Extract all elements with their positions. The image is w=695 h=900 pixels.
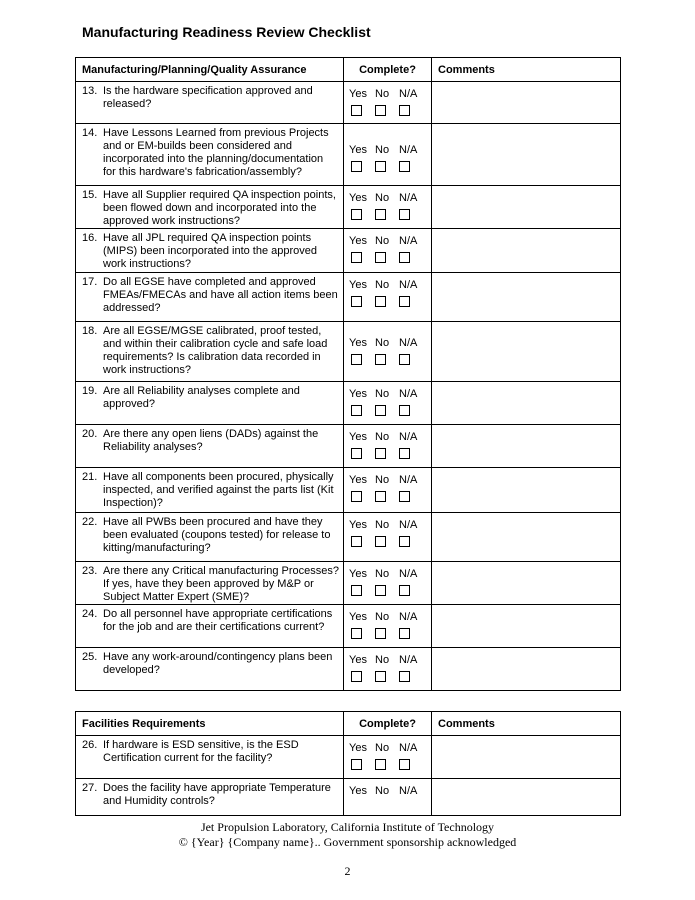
na-checkbox[interactable] (399, 161, 410, 172)
na-checkbox[interactable] (399, 759, 410, 770)
yes-label: Yes (349, 568, 367, 580)
comments-cell[interactable] (432, 562, 621, 605)
no-label: No (375, 192, 390, 204)
complete-cell (344, 425, 432, 468)
yes-label: Yes (349, 144, 367, 156)
comments-cell[interactable] (432, 273, 621, 322)
footer-copyright: © {Year} {Company name}.. Government sponsorship acknowledged (178, 835, 517, 849)
question-cell (76, 382, 344, 425)
no-label: No (375, 654, 390, 666)
question-text: Is the hardware specification approved and released? (103, 85, 313, 110)
yes-checkbox[interactable] (351, 491, 362, 502)
table-header-row (76, 58, 621, 82)
yes-checkbox[interactable] (351, 448, 362, 459)
question-number: 24. (82, 608, 98, 620)
comments-cell[interactable] (432, 513, 621, 562)
no-checkbox[interactable] (375, 448, 386, 459)
no-checkbox[interactable] (375, 628, 386, 639)
na-label: N/A (399, 144, 418, 156)
question-text: Have any work-around/contingency plans been developed? (103, 651, 333, 676)
question-cell (76, 562, 344, 605)
yes-checkbox[interactable] (351, 161, 362, 172)
complete-cell (344, 124, 432, 186)
question-cell (76, 124, 344, 186)
no-checkbox[interactable] (375, 759, 386, 770)
comments-cell[interactable] (432, 186, 621, 229)
question-cell (76, 82, 344, 124)
no-checkbox[interactable] (375, 536, 386, 547)
yes-label: Yes (349, 519, 367, 531)
yes-checkbox[interactable] (351, 759, 362, 770)
na-checkbox[interactable] (399, 405, 410, 416)
complete-cell (344, 229, 432, 273)
complete-cell (344, 322, 432, 382)
table-row (76, 124, 621, 186)
na-checkbox[interactable] (399, 448, 410, 459)
question-text: If hardware is ESD sensitive, is the ESD Certification current for the facility? (103, 739, 299, 764)
question-text: Does the facility have appropriate Temperature and Humidity controls? (103, 782, 331, 807)
yes-label: Yes (349, 431, 367, 443)
footer-institution: Jet Propulsion Laboratory, California Institute of Technology (200, 820, 495, 834)
comments-cell[interactable] (432, 124, 621, 186)
question-cell (76, 468, 344, 513)
no-label: No (375, 235, 390, 247)
na-checkbox[interactable] (399, 209, 410, 220)
na-checkbox[interactable] (399, 354, 410, 365)
no-checkbox[interactable] (375, 354, 386, 365)
question-number: 16. (82, 232, 98, 244)
na-label: N/A (399, 785, 418, 797)
question-number: 18. (82, 325, 98, 337)
complete-cell (344, 648, 432, 691)
complete-cell (344, 382, 432, 425)
question-cell (76, 779, 344, 816)
no-label: No (375, 611, 390, 623)
table-row (76, 229, 621, 273)
comments-cell[interactable] (432, 648, 621, 691)
question-number: 23. (82, 565, 98, 577)
complete-cell (344, 605, 432, 648)
question-cell (76, 648, 344, 691)
yes-checkbox[interactable] (351, 628, 362, 639)
na-checkbox[interactable] (399, 585, 410, 596)
complete-cell (344, 82, 432, 124)
na-checkbox[interactable] (399, 252, 410, 263)
comments-header: Comments (432, 712, 621, 736)
na-label: N/A (399, 388, 418, 400)
yes-label: Yes (349, 474, 367, 486)
no-label: No (375, 742, 390, 754)
yes-checkbox[interactable] (351, 354, 362, 365)
question-cell (76, 273, 344, 322)
yes-checkbox[interactable] (351, 405, 362, 416)
question-text: Do all EGSE have completed and approved FMEAs/FMECAs and have all action items been addressed? (103, 276, 338, 314)
na-label: N/A (399, 742, 418, 754)
yes-label: Yes (349, 742, 367, 754)
table-row (76, 605, 621, 648)
no-label: No (375, 519, 390, 531)
table-row (76, 779, 621, 816)
question-text: Are all EGSE/MGSE calibrated, proof tested, and within their calibration cycle and safe load requirements? Is calibration data recorded in work instructions? (103, 325, 328, 376)
complete-cell (344, 736, 432, 779)
no-label: No (375, 144, 390, 156)
question-text: Have Lessons Learned from previous Projects and or EM-builds been considered and incorporated into the planning/documentation for this hardware's fabrication/assembly? (103, 127, 329, 178)
na-label: N/A (399, 474, 418, 486)
question-number: 17. (82, 276, 98, 288)
table-row (76, 82, 621, 124)
complete-header: Complete? (344, 712, 432, 736)
yes-checkbox[interactable] (351, 105, 362, 116)
na-label: N/A (399, 337, 418, 349)
na-checkbox[interactable] (399, 296, 410, 307)
question-cell (76, 229, 344, 273)
section-header: Facilities Requirements (76, 712, 344, 736)
table-row (76, 562, 621, 605)
table-header-row (76, 712, 621, 736)
complete-cell (344, 779, 432, 816)
question-number: 22. (82, 516, 98, 528)
question-cell (76, 425, 344, 468)
complete-header: Complete? (344, 58, 432, 82)
table-row (76, 322, 621, 382)
question-text: Are there any Critical manufacturing Processes? If yes, have they been approved by M&P or Subject Matter Expert (SME)? (103, 565, 339, 603)
yes-checkbox[interactable] (351, 296, 362, 307)
question-cell (76, 736, 344, 779)
question-text: Do all personnel have appropriate certifications for the job and are their certifications current? (103, 608, 333, 633)
na-label: N/A (399, 279, 418, 291)
comments-cell[interactable] (432, 229, 621, 273)
no-checkbox[interactable] (375, 671, 386, 682)
question-number: 19. (82, 385, 98, 397)
yes-label: Yes (349, 785, 367, 797)
table-row (76, 468, 621, 513)
yes-checkbox[interactable] (351, 536, 362, 547)
yes-label: Yes (349, 235, 367, 247)
question-cell (76, 186, 344, 229)
no-label: No (375, 785, 390, 797)
yes-label: Yes (349, 192, 367, 204)
question-number: 13. (82, 85, 98, 97)
question-cell (76, 605, 344, 648)
table-row (76, 273, 621, 322)
na-checkbox[interactable] (399, 491, 410, 502)
comments-header: Comments (432, 58, 621, 82)
no-checkbox[interactable] (375, 252, 386, 263)
table-row (76, 648, 621, 691)
comments-cell[interactable] (432, 82, 621, 124)
table-row (76, 382, 621, 425)
comments-cell[interactable] (432, 425, 621, 468)
no-label: No (375, 431, 390, 443)
question-number: 27. (82, 782, 98, 794)
na-label: N/A (399, 568, 418, 580)
na-label: N/A (399, 611, 418, 623)
document-title: Manufacturing Readiness Review Checklist (82, 24, 371, 40)
yes-checkbox[interactable] (351, 209, 362, 220)
yes-label: Yes (349, 88, 367, 100)
no-label: No (375, 388, 390, 400)
na-label: N/A (399, 654, 418, 666)
section-header: Manufacturing/Planning/Quality Assurance (76, 58, 344, 82)
yes-checkbox[interactable] (351, 585, 362, 596)
table-row (76, 186, 621, 229)
question-text: Are there any open liens (DADs) against the Reliability analyses? (103, 428, 319, 453)
complete-cell (344, 468, 432, 513)
no-checkbox[interactable] (375, 405, 386, 416)
no-label: No (375, 337, 390, 349)
no-checkbox[interactable] (375, 161, 386, 172)
question-number: 26. (82, 739, 98, 751)
question-number: 21. (82, 471, 98, 483)
yes-checkbox[interactable] (351, 252, 362, 263)
table-row (76, 425, 621, 468)
no-label: No (375, 88, 390, 100)
comments-cell[interactable] (432, 382, 621, 425)
na-checkbox[interactable] (399, 105, 410, 116)
comments-cell[interactable] (432, 468, 621, 513)
no-checkbox[interactable] (375, 296, 386, 307)
question-number: 15. (82, 189, 98, 201)
na-checkbox[interactable] (399, 628, 410, 639)
complete-cell (344, 186, 432, 229)
yes-label: Yes (349, 654, 367, 666)
question-cell (76, 322, 344, 382)
na-label: N/A (399, 519, 418, 531)
na-checkbox[interactable] (399, 671, 410, 682)
question-text: Have all Supplier required QA inspection points, been flowed down and incorporated into the approved work instructions? (103, 189, 336, 227)
comments-cell[interactable] (432, 779, 621, 816)
table-row (76, 513, 621, 562)
yes-label: Yes (349, 611, 367, 623)
question-text: Are all Reliability analyses complete and approved? (103, 385, 300, 410)
na-label: N/A (399, 235, 418, 247)
question-number: 14. (82, 127, 98, 139)
comments-cell[interactable] (432, 322, 621, 382)
complete-cell (344, 562, 432, 605)
no-checkbox[interactable] (375, 585, 386, 596)
yes-label: Yes (349, 388, 367, 400)
page-number: 2 (344, 864, 351, 878)
no-label: No (375, 279, 390, 291)
na-label: N/A (399, 88, 418, 100)
yes-checkbox[interactable] (351, 671, 362, 682)
question-text: Have all JPL required QA inspection points (MIPS) been incorporated into the approved work instructions? (103, 232, 318, 270)
no-label: No (375, 474, 390, 486)
question-text: Have all PWBs been procured and have they been evaluated (coupons tested) for release to kitting/manufacturing? (103, 516, 331, 554)
checklist-table-manufacturing (75, 57, 621, 691)
comments-cell[interactable] (432, 736, 621, 779)
question-number: 25. (82, 651, 98, 663)
yes-label: Yes (349, 337, 367, 349)
yes-label: Yes (349, 279, 367, 291)
na-label: N/A (399, 192, 418, 204)
na-checkbox[interactable] (399, 536, 410, 547)
question-cell (76, 513, 344, 562)
no-checkbox[interactable] (375, 491, 386, 502)
question-number: 20. (82, 428, 98, 440)
no-checkbox[interactable] (375, 209, 386, 220)
no-checkbox[interactable] (375, 105, 386, 116)
checklist-table-facilities (75, 711, 621, 816)
comments-cell[interactable] (432, 605, 621, 648)
table-row (76, 736, 621, 779)
complete-cell (344, 273, 432, 322)
no-label: No (375, 568, 390, 580)
na-label: N/A (399, 431, 418, 443)
complete-cell (344, 513, 432, 562)
question-text: Have all components been procured, physically inspected, and verified against the parts list (Kit Inspection)? (103, 471, 334, 509)
